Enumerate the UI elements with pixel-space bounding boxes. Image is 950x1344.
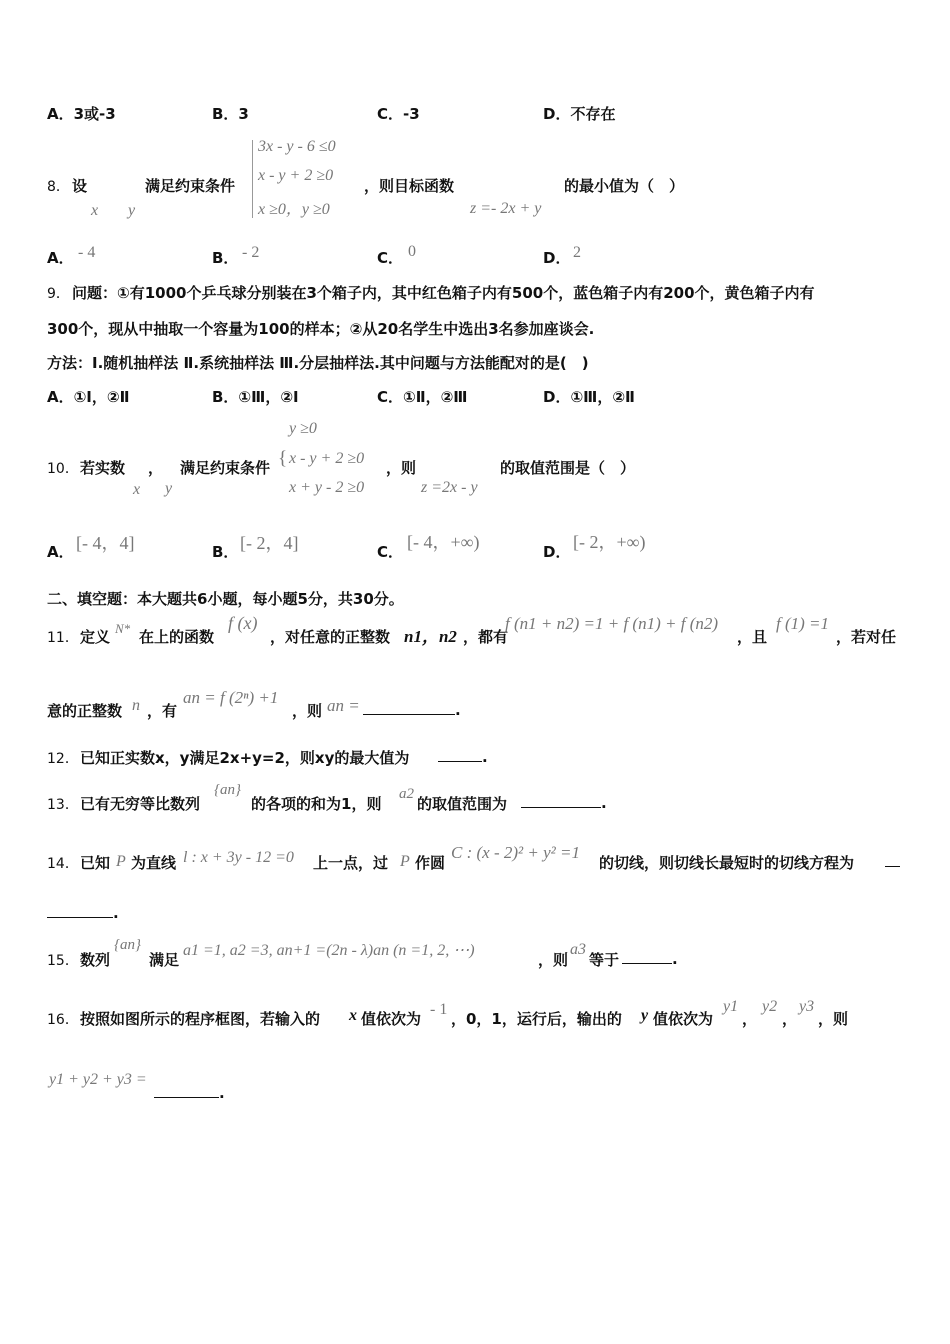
q11-nstar: N* xyxy=(115,621,131,636)
q8-text-1: 设 xyxy=(72,177,88,195)
q14-text-1: 已知 xyxy=(80,854,111,872)
q15-recurrence: a1 =1, a2 =3, an+1 =(2n - λ)an (n =1, 2, ⋯) xyxy=(183,942,475,959)
q10-objective: z =2x - y xyxy=(421,479,478,496)
q16-y3: y3 xyxy=(799,998,815,1015)
q13-text-3: 的取值范围为 xyxy=(417,795,508,813)
q10-text-2: ， xyxy=(148,459,164,477)
q10-text-5: 的取值范围是（ ） xyxy=(500,459,636,477)
q11-sequence-definition: an = f (2ⁿ) +1 xyxy=(183,688,279,707)
q16-var-x: x xyxy=(349,1007,357,1024)
q14-text-5: 的切线，则切线长最短时的切线方程为 xyxy=(599,854,855,872)
q10-option-c-label: C． xyxy=(377,543,404,561)
q16-text-3: ，0，1，运行后，输出的 xyxy=(451,1010,622,1028)
q12-answer-blank[interactable] xyxy=(438,747,488,766)
q13-text-2: 的各项的和为1，则 xyxy=(251,795,382,813)
q16-comma-1: ， xyxy=(742,1010,758,1028)
q16-var-y: y xyxy=(641,1007,649,1024)
q16-y1: y1 xyxy=(723,998,739,1015)
q13-answer-blank[interactable] xyxy=(521,793,607,812)
q11-period: . xyxy=(455,701,461,719)
q11-text-4: ，都有 xyxy=(463,628,509,646)
q8-constraint-1: 3x - y - 6 ≤0 xyxy=(258,138,336,155)
q11-number: 11． xyxy=(47,630,79,646)
q9-number: 9． xyxy=(47,286,70,302)
q10-number: 10． xyxy=(47,461,79,477)
q8-option-b-value: - 2 xyxy=(242,244,260,261)
q15-text-3: ，则 xyxy=(538,951,569,969)
q8-constraint-brace xyxy=(252,140,253,218)
q16-answer-blank[interactable] xyxy=(154,1083,225,1102)
q8-text-4: 的最小值为（ ） xyxy=(564,177,685,195)
q10-brace-glyph: { xyxy=(278,448,288,469)
q8-option-a-label: A． xyxy=(47,249,74,267)
q11-functional-equation: f (n1 + n2) =1 + f (n1) + f (n2) xyxy=(505,614,719,633)
q15-text-2: 满足 xyxy=(149,951,180,969)
q13-text-1: 已有无穷等比数列 xyxy=(80,795,201,813)
q9-line-2: 300个，现从中抽取一个容量为100的样本；②从20名学生中选出3名参加座谈会. xyxy=(47,320,595,338)
q16-period: . xyxy=(219,1084,225,1102)
q12-number: 12． xyxy=(47,751,79,767)
q16-number: 16． xyxy=(47,1012,79,1028)
q8-option-c-value: 0 xyxy=(408,243,416,260)
q11-answer-blank[interactable] xyxy=(363,700,461,719)
q16-text-4: 值依次为 xyxy=(653,1010,714,1028)
q10-text-3: 满足约束条件 xyxy=(180,459,271,477)
q10-var-x: x xyxy=(133,481,141,498)
q8-text-2: 满足约束条件 xyxy=(145,177,236,195)
q10-option-a-value: [- 4，4] xyxy=(76,533,135,553)
q9-line-3: 方法：Ⅰ.随机抽样法 Ⅱ.系统抽样法 Ⅲ.分层抽样法.其中问题与方法能配对的是( ) xyxy=(47,354,589,372)
q11-fx: f (x) xyxy=(228,613,258,633)
q16-comma-2: ， xyxy=(782,1010,798,1028)
q16-text-5: ，则 xyxy=(818,1010,849,1028)
q14-point-p: P xyxy=(116,853,126,870)
q8-option-a-value: - 4 xyxy=(78,244,96,261)
q11-n1n2: n1，n2 xyxy=(404,627,457,646)
q10-option-d-label: D． xyxy=(543,543,571,561)
q8-option-d-label: D． xyxy=(543,249,571,267)
q7-option-a: A．3或-3 xyxy=(47,105,116,123)
q8-constraint-2: x - y + 2 ≥0 xyxy=(258,167,334,184)
q11-text-8: ，有 xyxy=(147,702,178,720)
q12-period: . xyxy=(482,748,488,766)
q9-option-b: B．①Ⅲ，②Ⅰ xyxy=(212,388,299,406)
q10-constraint-2: x - y + 2 ≥0 xyxy=(289,450,365,467)
q10-option-d-value: [- 2，+∞) xyxy=(573,532,646,552)
section-heading: 二、填空题：本大题共6小题，每小题5分，共30分。 xyxy=(47,590,404,608)
q13-period: . xyxy=(601,794,607,812)
q16-y2: y2 xyxy=(762,998,778,1015)
q16-sum-expression: y1 + y2 + y3 = xyxy=(49,1071,147,1088)
q14-number: 14． xyxy=(47,856,79,872)
q10-option-b-value: [- 2，4] xyxy=(240,533,299,553)
q11-text-1: 定义 xyxy=(80,628,111,646)
q14-answer-blank-line1[interactable] xyxy=(885,852,900,871)
q11-text-5: ，且 xyxy=(737,628,768,646)
q10-option-c-value: [- 4，+∞) xyxy=(407,532,480,552)
q9-option-d: D．①Ⅲ，②Ⅱ xyxy=(543,388,635,406)
q15-sequence: {an} xyxy=(114,937,141,953)
q11-text-9: ，则 xyxy=(292,702,323,720)
q11-text-3: ，对任意的正整数 xyxy=(270,628,391,646)
q16-text-1: 按照如图所示的程序框图，若输入的 xyxy=(80,1010,321,1028)
q11-text-2: 在上的函数 xyxy=(139,628,215,646)
q11-var-n: n xyxy=(132,697,140,714)
q7-option-d: D．不存在 xyxy=(543,105,616,123)
q7-option-b: B．3 xyxy=(212,105,249,123)
q8-option-d-value: 2 xyxy=(573,244,581,261)
q10-option-b-label: B． xyxy=(212,543,239,561)
q10-text-4: ，则 xyxy=(386,459,417,477)
q14-text-3: 上一点，过 xyxy=(313,854,389,872)
q15-a3: a3 xyxy=(570,941,586,958)
q11-text-6: ，若对任 xyxy=(836,628,897,646)
q8-objective: z =- 2x + y xyxy=(470,200,542,217)
q8-number: 8． xyxy=(47,179,70,195)
q15-text-1: 数列 xyxy=(80,951,111,969)
q12-text: 已知正实数x，y满足2x+y=2，则xy的最大值为 xyxy=(80,749,410,767)
q8-var-y: y xyxy=(128,202,136,219)
q8-option-b-label: B． xyxy=(212,249,239,267)
q7-option-c: C．-3 xyxy=(377,105,420,123)
q10-option-a-label: A． xyxy=(47,543,74,561)
q16-input-neg1: - 1 xyxy=(430,1001,448,1018)
q14-answer-blank-line2[interactable] xyxy=(47,903,119,922)
q8-var-x: x xyxy=(91,202,99,219)
q13-number: 13． xyxy=(47,797,79,813)
q10-constraint-3: x + y - 2 ≥0 xyxy=(289,479,365,496)
q15-number: 15． xyxy=(47,953,79,969)
q10-constraint-1: y ≥0 xyxy=(289,420,317,437)
q15-period: . xyxy=(672,950,678,968)
q9-option-a: A．①Ⅰ，②Ⅱ xyxy=(47,388,130,406)
q8-option-c-label: C． xyxy=(377,249,404,267)
q9-line-1: 问题：①有1000个乒乓球分别装在3个箱子内，其中红色箱子内有500个，蓝色箱子内有200个，黄色箱子内有 xyxy=(72,284,815,302)
q14-circle-equation: C : (x - 2)² + y² =1 xyxy=(451,843,580,862)
q15-text-4: 等于 xyxy=(589,951,620,969)
q11-answer-lhs: an = xyxy=(327,696,360,715)
q11-initial-value: f (1) =1 xyxy=(776,614,830,633)
q10-var-y: y xyxy=(165,480,173,497)
q8-text-3: ，则目标函数 xyxy=(364,177,455,195)
q14-line-equation: l : x + 3y - 12 =0 xyxy=(183,849,294,866)
q9-option-c: C．①Ⅱ，②Ⅲ xyxy=(377,388,468,406)
q10-text-1: 若实数 xyxy=(80,459,126,477)
q13-sequence: {an} xyxy=(214,782,241,798)
q13-a2: a2 xyxy=(399,786,414,802)
q14-text-2: 为直线 xyxy=(131,854,177,872)
q15-answer-blank[interactable] xyxy=(622,949,678,968)
q14-point-p-2: P xyxy=(400,853,410,870)
q14-period: . xyxy=(113,904,119,922)
q8-constraint-3: x ≥0，y ≥0 xyxy=(258,201,330,218)
q14-text-4: 作圆 xyxy=(415,854,446,872)
q16-text-2: 值依次为 xyxy=(361,1010,422,1028)
q11-text-7: 意的正整数 xyxy=(47,702,123,720)
